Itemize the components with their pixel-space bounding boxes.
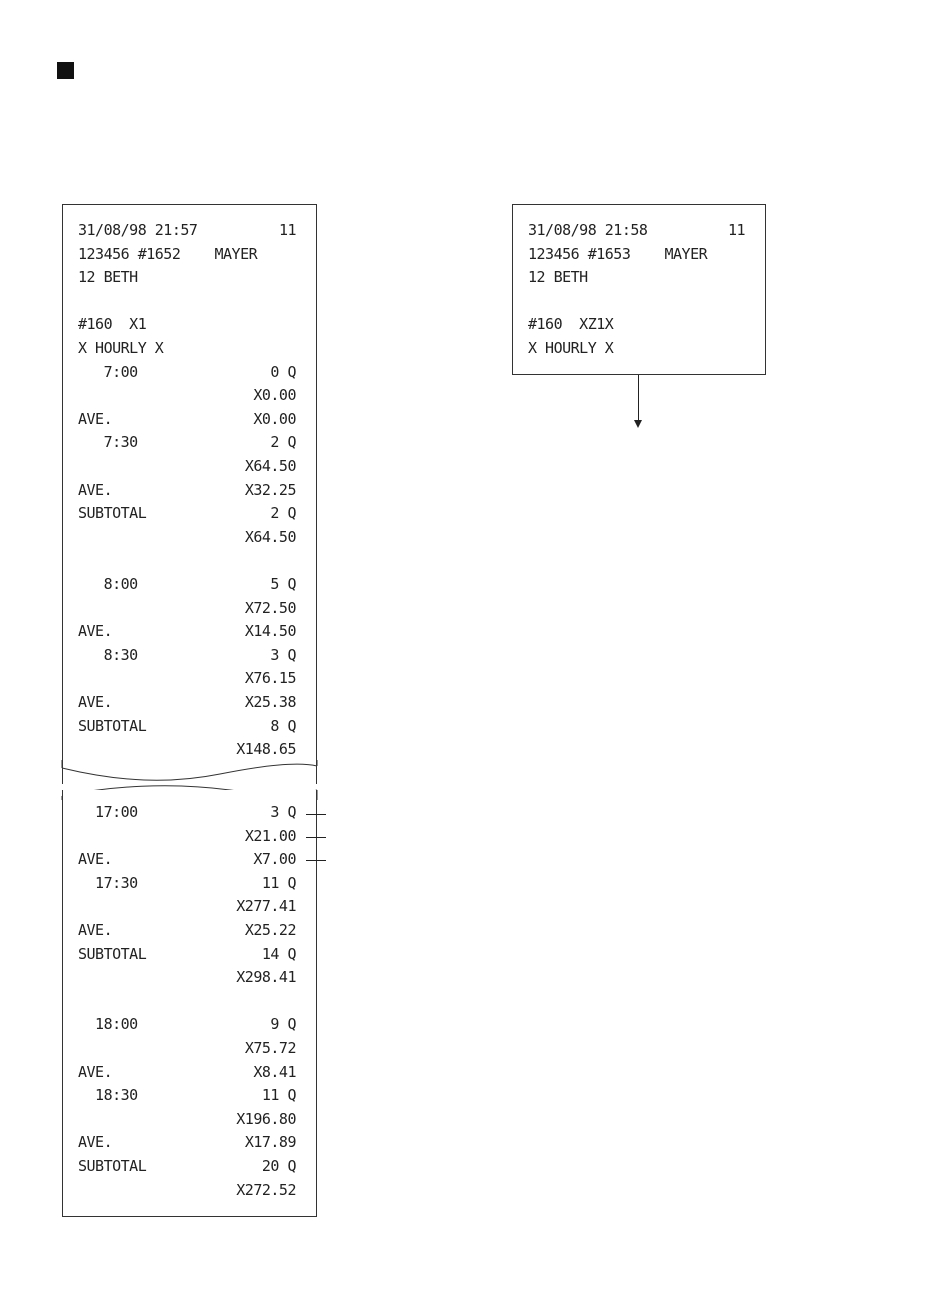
receipt-line-label: SUBTOTAL: [78, 1157, 147, 1175]
receipt-line: [78, 455, 296, 478]
receipt-line-value: X25.38: [244, 693, 296, 711]
receipt-line-value: X76.15: [244, 669, 296, 688]
receipt-line-value: X75.72: [244, 1039, 296, 1057]
receipt-line-label: 123456 #1653 MAYER: [528, 244, 708, 263]
receipt-line-value: 14 Q: [261, 944, 296, 963]
receipt-z1-report: [512, 204, 766, 375]
receipt-line-label: 18:00: [78, 1015, 138, 1034]
receipt-line-label: AVE.: [78, 622, 113, 641]
callout-leader-amount: [306, 837, 326, 838]
receipt-line-label: #160 X1: [78, 315, 147, 334]
receipt-line: [528, 219, 745, 242]
receipt-line: [78, 479, 296, 502]
receipt-line: [78, 1013, 296, 1036]
receipt-line: [78, 266, 296, 289]
receipt-line-value: 11 Q: [261, 1086, 296, 1105]
receipt-x1-report-continued: [62, 790, 317, 1217]
receipt-line: [78, 691, 296, 714]
receipt-line: [528, 266, 745, 289]
receipt-line: [78, 848, 296, 871]
receipt-line: [78, 644, 296, 667]
receipt-line: [78, 825, 296, 848]
receipt-line-value: X148.65: [236, 740, 296, 759]
receipt-line: [78, 243, 296, 266]
receipt-line: [78, 573, 296, 596]
receipt-line-value: X277.41: [236, 897, 296, 916]
arrow-line: [638, 375, 639, 423]
receipt-line: [78, 526, 296, 549]
receipt-line: [78, 872, 296, 895]
receipt-line-label: 7:00: [78, 362, 138, 381]
receipt-line-value: X0.00: [253, 409, 296, 428]
arrow-down-icon: [634, 420, 642, 428]
receipt-x1-report: [62, 204, 317, 784]
receipt-line-value: 3 Q: [270, 803, 296, 821]
receipt-line: [528, 290, 745, 313]
section-marker: [57, 62, 74, 79]
receipt-line-value: X72.50: [244, 598, 296, 617]
receipt-line: [78, 1084, 296, 1107]
receipt-line: [78, 361, 296, 384]
receipt-line: [78, 337, 296, 360]
receipt-line-label: #160 XZ1X: [528, 315, 614, 334]
receipt-line: [78, 667, 296, 690]
receipt-line-value: X64.50: [244, 457, 296, 475]
receipt-line: [78, 408, 296, 431]
receipt-line: [78, 1131, 296, 1154]
receipt-line-value: X64.50: [244, 527, 296, 546]
receipt-line: [78, 620, 296, 643]
receipt-line-value: 11: [727, 221, 745, 239]
receipt-line-label: AVE.: [78, 693, 113, 711]
receipt-line: [78, 431, 296, 454]
receipt-line: [78, 738, 296, 761]
receipt-line-label: 7:30: [78, 433, 138, 452]
receipt-line: [78, 895, 296, 918]
receipt-line-value: 3 Q: [270, 645, 296, 664]
receipt-line: [528, 313, 745, 336]
receipt-line-value: X196.80: [236, 1109, 296, 1128]
receipt-line-value: X25.22: [244, 921, 296, 939]
receipt-line-label: AVE.: [78, 1062, 113, 1081]
receipt-line: [78, 943, 296, 966]
receipt-line: [78, 384, 296, 407]
receipt-line-value: X8.41: [253, 1062, 296, 1081]
receipt-line: [78, 1037, 296, 1060]
receipt-line: [528, 337, 745, 360]
receipt-line: [78, 1061, 296, 1084]
receipt-line-label: 123456 #1652 MAYER: [78, 244, 258, 263]
receipt-line: [78, 1108, 296, 1131]
receipt-line: [78, 597, 296, 620]
receipt-line: [78, 290, 296, 313]
receipt-line-label: 31/08/98 21:57: [78, 221, 198, 239]
receipt-line: [78, 219, 296, 242]
receipt-line-label: 17:30: [78, 873, 138, 892]
receipt-line: [78, 990, 296, 1013]
receipt-line-value: 11 Q: [261, 873, 296, 892]
receipt-line-value: X14.50: [244, 622, 296, 641]
receipt-line-value: 11: [278, 221, 296, 239]
receipt-line-value: X32.25: [244, 480, 296, 499]
receipt-line-value: 9 Q: [270, 1015, 296, 1034]
receipt-line-label: 12 BETH: [78, 268, 138, 287]
receipt-line-label: SUBTOTAL: [78, 504, 147, 523]
receipt-line-label: 17:00: [78, 803, 138, 821]
receipt-line: [528, 243, 745, 266]
receipt-line-label: 18:30: [78, 1086, 138, 1105]
receipt-line: [78, 1155, 296, 1178]
receipt-line-value: X7.00: [253, 850, 296, 869]
receipt-line-label: SUBTOTAL: [78, 716, 147, 735]
receipt-line-label: 8:00: [78, 575, 138, 593]
receipt-line-label: X HOURLY X: [78, 339, 164, 357]
receipt-line-label: AVE.: [78, 1133, 113, 1152]
receipt-line-value: X17.89: [244, 1133, 296, 1152]
receipt-line-value: X272.52: [236, 1180, 296, 1199]
receipt-line-label: 8:30: [78, 645, 138, 664]
receipt-line-value: 0 Q: [270, 362, 296, 381]
receipt-line-value: 8 Q: [270, 716, 296, 735]
receipt-line: [78, 919, 296, 942]
receipt-line-label: 31/08/98 21:58: [528, 221, 648, 239]
receipt-line: [78, 966, 296, 989]
receipt-line: [78, 715, 296, 738]
receipt-line-label: AVE.: [78, 409, 113, 428]
receipt-line-label: AVE.: [78, 480, 113, 499]
receipt-line-value: X298.41: [236, 968, 296, 987]
receipt-line-label: SUBTOTAL: [78, 944, 147, 963]
receipt-line-label: 12 BETH: [528, 268, 588, 287]
receipt-line-label: AVE.: [78, 921, 113, 939]
receipt-line-value: 2 Q: [270, 433, 296, 452]
callout-leader-count: [306, 814, 326, 815]
receipt-line: [78, 1179, 296, 1202]
receipt-line-value: 2 Q: [270, 504, 296, 523]
receipt-line: [78, 801, 296, 824]
receipt-line-value: X21.00: [244, 826, 296, 845]
receipt-line: [78, 313, 296, 336]
receipt-line-value: 20 Q: [261, 1157, 296, 1175]
callout-leader-average: [306, 860, 326, 861]
receipt-line-value: X0.00: [253, 386, 296, 405]
receipt-line-label: X HOURLY X: [528, 339, 614, 357]
receipt-line: [78, 549, 296, 572]
receipt-line-label: AVE.: [78, 850, 113, 869]
receipt-line-value: 5 Q: [270, 575, 296, 593]
receipt-line: [78, 502, 296, 525]
